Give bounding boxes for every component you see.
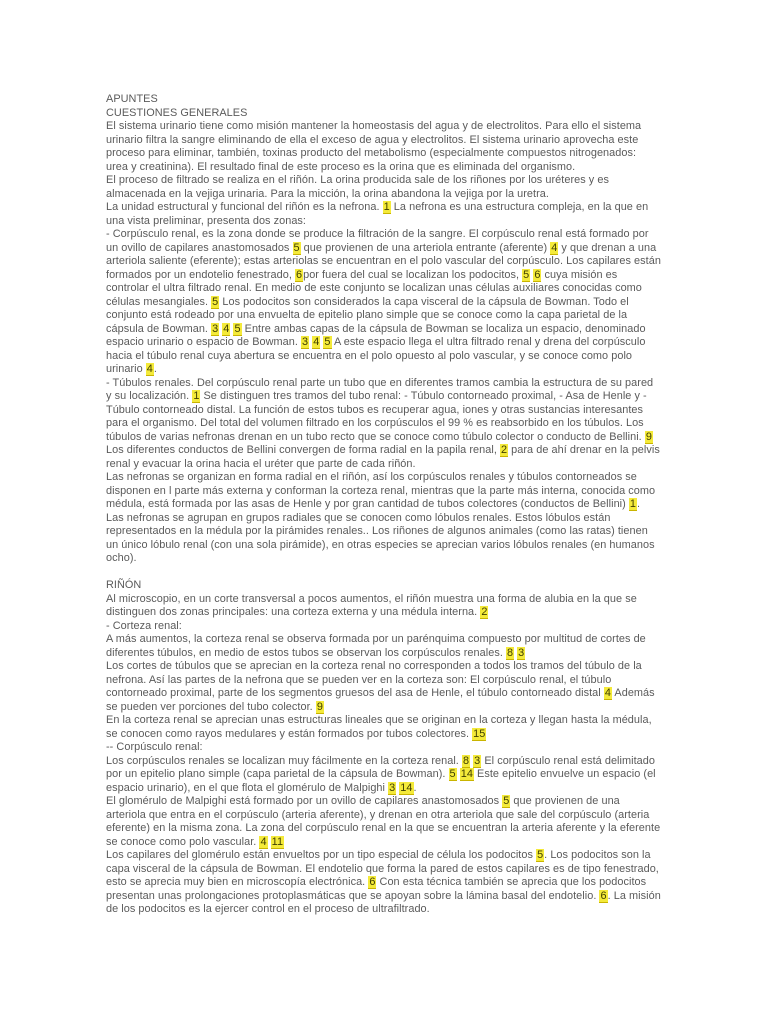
figure-reference-link[interactable]: 3	[389, 781, 396, 794]
paragraph-text: A este espacio llega el ultra filtrado renal y drena del corpúsculo hacia el túbulo renal cuya abertura se encuentra en el polo opuesto al polo vascular, y se conoce como polo urinario	[106, 336, 646, 375]
paragraph-text: -- Corpúsculo renal:	[106, 741, 203, 753]
paragraph-text: Entre ambas capas de la cápsula de Bowman se localiza un espacio, denominado espacio urinario o espacio de Bowman.	[106, 322, 646, 348]
paragraph-text: El proceso de filtrado se realiza en el riñón. La orina producida sale de los riñones por los uréteres y es almacenada en la vejiga urinaria. Para la micción, la orina abandona la vejiga por la uretra.	[106, 174, 609, 200]
paragraph	[106, 620, 661, 634]
figure-reference-link[interactable]: 3	[212, 322, 219, 335]
figure-reference-link[interactable]: 6	[600, 889, 607, 902]
figure-reference-link[interactable]: 4	[260, 835, 267, 848]
paragraph-text: Las nefronas se organizan en forma radial en el riñón, así los corpúsculos renales y túbulos contorneados se disponen en l parte más externa y conforman la corteza renal, mientras que la parte más interna, conocida como médula, está formada por las asas de Henle y por gran cantidad de tubos colectores (conductos de Bellini)	[106, 471, 656, 510]
section-spacer	[106, 566, 661, 580]
document-body	[106, 93, 661, 917]
figure-reference-link[interactable]: 1	[383, 201, 390, 213]
paragraph	[106, 660, 661, 714]
paragraph-text: La unidad estructural y funcional del riñón es la nefrona.	[106, 201, 383, 213]
paragraph-text: Este epitelio envuelve un espacio (el espacio urinario), en el que flota el glomérulo de Malpighi	[106, 768, 656, 794]
paragraph-text: y que drenan a una arteriola saliente (eferente); estas arteriolas se encuentran en el polo vascular del corpúsculo. Los capilares están formados por un endotelio fenestrado,	[106, 241, 661, 281]
figure-reference-link[interactable]: 6	[295, 268, 303, 281]
paragraph	[106, 228, 661, 377]
paragraph-text: que provienen de una arteriola entrante (aferente)	[300, 241, 551, 254]
figure-reference-link[interactable]: 1	[193, 390, 200, 402]
figure-reference-link[interactable]: 3	[474, 754, 481, 767]
figure-reference-link[interactable]: 8	[462, 754, 470, 767]
paragraph-text: - Túbulos renales. Del corpúsculo renal parte un tubo que en diferentes tramos cambia la estructura de su pared y su localización.	[106, 376, 654, 402]
figure-reference-link[interactable]: 4	[223, 322, 230, 335]
figure-reference-link[interactable]: 4	[551, 241, 558, 254]
paragraph-text: .	[637, 498, 641, 510]
figure-reference-link[interactable]: 4	[604, 687, 611, 699]
paragraph	[106, 471, 661, 512]
paragraph-text: Al microscopio, en un corte transversal a pocos aumentos, el riñón muestra una forma de alubia en la que se distinguen dos zonas principales: una corteza externa y una médula interna.	[106, 592, 637, 618]
paragraph-text: El corpúsculo renal está delimitado por un epitelio plano simple (capa parietal de la cápsula de Bowman).	[106, 754, 655, 780]
paragraph-text: Los corpúsculos renales se localizan muy fácilmente en la corteza renal.	[106, 754, 462, 767]
figure-reference-link[interactable]: 5	[537, 849, 544, 861]
paragraph	[106, 593, 661, 620]
figure-reference-link[interactable]: 11	[271, 835, 284, 848]
figure-reference-link[interactable]: 4	[146, 363, 153, 375]
paragraph-text: para de ahí drenar en la pelvis renal y evacuar la orina hacia el uréter que parte de cada riñón.	[106, 444, 660, 470]
figure-reference-link[interactable]: 8	[506, 646, 514, 659]
section-general	[106, 120, 661, 566]
figure-reference-link[interactable]: 14	[400, 781, 413, 794]
section-rinon	[106, 593, 661, 917]
paragraph-text: que provienen de una arteriola que entra en el corpúsculo (arteria aferente), y drenan en otra arteriola que sale del corpúsculo (arteria eferente) en la misma zona. La zona del corpúsculo renal en la que se encuentran la arteria aferente y la eferente se conoce como polo vascular.	[106, 795, 661, 848]
paragraph	[106, 633, 661, 660]
document-title: APUNTES	[106, 93, 158, 105]
section-heading-general: CUESTIONES GENERALES	[106, 106, 248, 119]
figure-reference-link[interactable]: 1	[629, 498, 637, 510]
paragraph	[106, 714, 661, 741]
paragraph-text: Las nefronas se agrupan en grupos radiales que se conocen como lóbulos renales. Estos lóbulos están representados en la médula por la pirámides renales.. Los riñones de algunos animales (como las ratas) tienen un único lóbulo renal (con una sola pirámide), en otras especies se aprecian varios lóbulos renales (en humanos ocho).	[106, 511, 655, 564]
paragraph-text: Con esta técnica también se aprecia que los podocitos presentan unas prolongaciones protoplasmáticas que se apoyan sobre la lámina basal del endotelio.	[106, 876, 647, 902]
figure-reference-link[interactable]: 3	[518, 646, 525, 659]
figure-reference-link[interactable]: 5	[449, 768, 456, 780]
figure-reference-link[interactable]: 14	[460, 768, 473, 780]
paragraph-text: El sistema urinario tiene como misión mantener la homeostasis del agua y de electrolitos. Para ello el sistema urinario filtra la sangre eliminando de ella el exceso de agua y electrolitos. El sistema urinario aprovecha este proceso para eliminar, también, toxinas producto del metabolismo (especialmente compuestos nitrogenados: urea y creatinina). El resultado final de este proceso es la orina que es eliminada del organismo.	[106, 120, 642, 173]
paragraph-text: .	[413, 781, 417, 794]
figure-reference-link[interactable]: 4	[313, 336, 320, 348]
figure-reference-link[interactable]: 5	[523, 268, 530, 281]
figure-reference-link[interactable]: 5	[293, 241, 300, 254]
figure-reference-link[interactable]: 5	[503, 795, 510, 807]
paragraph-text: A más aumentos, la corteza renal se observa formada por un parénquima compuesto por multitud de cortes de diferentes túbulos, en medio de estos tubos se observan los corpúsculos renales.	[106, 633, 646, 659]
paragraph	[106, 849, 661, 917]
paragraph	[106, 201, 661, 228]
figure-reference-link[interactable]: 3	[302, 336, 309, 348]
paragraph-text: La nefrona es una estructura compleja, en la que en una vista preliminar, presenta dos zonas:	[106, 201, 649, 227]
figure-reference-link[interactable]: 2	[481, 606, 488, 618]
figure-reference-link[interactable]: 5	[212, 295, 219, 308]
paragraph-text: .	[153, 363, 157, 375]
figure-reference-link[interactable]: 9	[316, 700, 323, 713]
figure-reference-link[interactable]: 6	[534, 268, 541, 281]
paragraph-text: El glomérulo de Malpighi está formado por un ovillo de capilares anastomosados	[106, 795, 503, 807]
paragraph-text: Se distinguen tres tramos del tubo renal: - Túbulo contorneado proximal, - Asa de Henle y - Túbulo contorneado distal. La función de estos tubos es recuperar agua, iones y otras sustancias interesantes para el organismo. Del total del volumen filtrado en los corpúsculos el 99 % es reabsorbido en los túbulos. Los túbulos de varias nefronas drenan en un tubo recto que se conoce como túbulo colector o conducto de Bellini.	[106, 390, 647, 443]
paragraph-text: Además se pueden ver porciones del tubo colector.	[106, 687, 655, 713]
paragraph-text: . Los podocitos son la capa visceral de la cápsula de Bowman. El endotelio que forma la pared de estos capilares es de tipo fenestrado, esto se aprecia muy bien en microscopía electrónica.	[106, 849, 659, 888]
paragraph-text: Los diferentes conductos de Bellini convergen de forma radial en la papila renal,	[106, 444, 500, 456]
paragraph-text: Los podocitos son considerados la capa visceral de la cápsula de Bowman. Todo el conjunto está rodeado por una envuelta de epitelio plano simple que se conoce como la capa parietal de la cápsula de Bowman.	[106, 295, 629, 335]
section-heading-rinon: RIÑÓN	[106, 579, 142, 591]
paragraph-text: . La misión de los podocitos es la ejercer control en el proceso de ultrafiltrado.	[106, 889, 661, 915]
paragraph-text: Los capilares del glomérulo están envueltos por un tipo especial de célula los podocitos	[106, 849, 537, 861]
paragraph	[106, 795, 661, 849]
figure-reference-link[interactable]: 2	[500, 444, 508, 456]
paragraph	[106, 377, 661, 472]
figure-reference-link[interactable]: 9	[645, 430, 652, 443]
paragraph	[106, 174, 661, 201]
figure-reference-link[interactable]: 5	[234, 322, 241, 335]
paragraph-text: cuya misión es controlar el ultra filtrado renal. En medio de este conjunto se localizan unas células auxiliares conocidas como células mesangiales.	[106, 268, 642, 308]
paragraph-text: Los cortes de túbulos que se aprecian en la corteza renal no corresponden a todos los tramos del túbulo de la nefrona. Así las partes de la nefrona que se pueden ver en la corteza son: El corpúsculo renal, el túbulo contorneado proximal, parte de los segmentos gruesos del asa de Henle, el túbulo contorneado distal	[106, 660, 642, 699]
paragraph-text: En la corteza renal se aprecian unas estructuras lineales que se originan en la corteza y llegan hasta la médula, se conocen como rayos medulares y están formados por tubos colectores.	[106, 714, 652, 740]
figure-reference-link[interactable]: 15	[473, 727, 486, 740]
figure-reference-link[interactable]: 5	[324, 336, 331, 348]
paragraph-text: por fuera del cual se localizan los podocitos,	[303, 268, 523, 281]
paragraph	[106, 512, 661, 566]
paragraph-text: - Corpúsculo renal, es la zona donde se produce la filtración de la sangre. El corpúsculo renal está formado por un ovillo de capilares anastomosados	[106, 228, 649, 254]
paragraph-text: - Corteza renal:	[106, 619, 182, 632]
paragraph	[106, 120, 661, 174]
figure-reference-link[interactable]: 6	[369, 876, 376, 888]
paragraph	[106, 741, 661, 755]
paragraph	[106, 755, 661, 796]
